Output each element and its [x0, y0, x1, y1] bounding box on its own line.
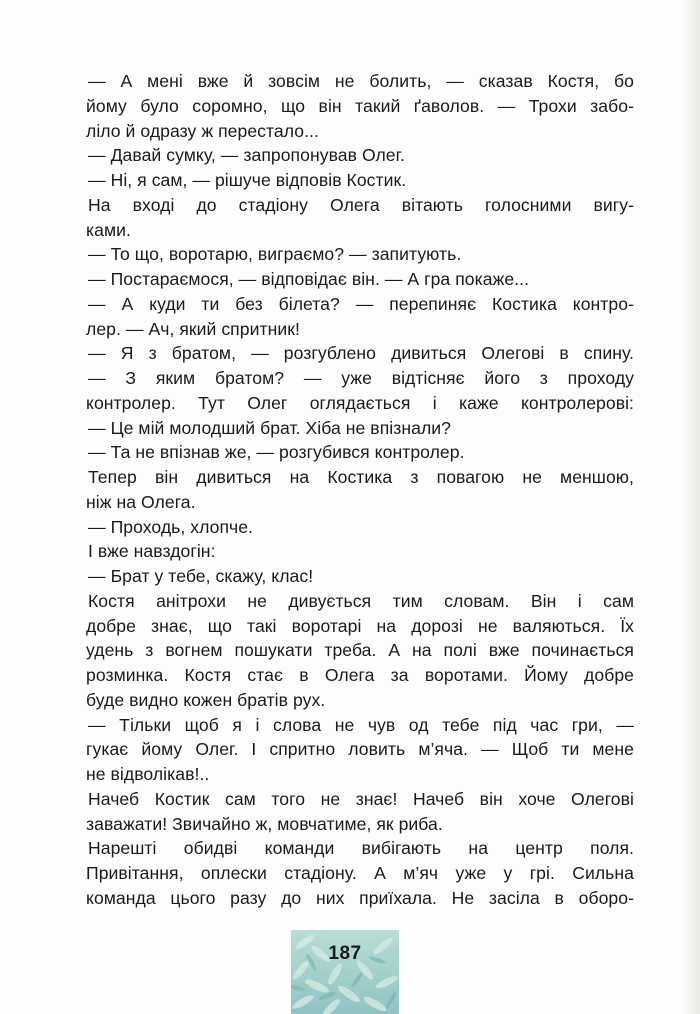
text-line: Начеб Костик сам того не знає! Начеб він хоче Олегові — [88, 788, 634, 809]
text-line: — Це мій молодший брат. Хіба не впізнали? — [88, 417, 451, 438]
text-line: — Постараємося, — відповідає він. — А гра покаже... — [88, 269, 530, 289]
text-line: — Брат у тебе, скажу, клас! — [88, 566, 314, 586]
text-line: гукає йому Олег. І спритно ловить м’яча. — Щоб ти мене — [86, 739, 634, 760]
text-line: Нарешті обидві команди вибігають на центр поля. — [88, 838, 634, 859]
text-line: — З яким братом? — уже відтісняє його з проходу — [88, 368, 634, 388]
text-line: ніж на Олега. — [86, 491, 196, 512]
text-line: лер. — Ач, який спритник! — [86, 318, 300, 339]
text-line: заважати! Звичайно ж, мовчатиме, як риба. — [86, 813, 443, 834]
text-line: — Давай сумку, — запропонував Олег. — [88, 145, 405, 166]
text-line: ками. — [86, 219, 131, 240]
text-line: — Ні, я сам, — рішуче відповів Костик. — [88, 170, 407, 190]
text-line: контролер. Тут Олег оглядається і каже контролерові: — [86, 392, 634, 413]
text-line: — А мені вже й зовсім не болить, — сказав Костя, бо — [88, 71, 634, 91]
text-line: — Та не впізнав же, — розгубився контролер. — [88, 442, 465, 463]
text-line: йому було соромно, що він такий ґаволов. — Трохи забо- — [86, 95, 634, 116]
text-line: Костя анітрохи не дивується тим словам. Він і сам — [88, 590, 634, 611]
page-number: 187 — [328, 943, 362, 964]
text-line: І вже навздогін: — [88, 541, 216, 562]
text-line: ліло й одразу ж перестало... — [86, 120, 319, 141]
text-line: не відволікав!.. — [86, 764, 210, 784]
text-line: — А куди ти без білета? — перепиняє Костика контро- — [88, 293, 634, 314]
page-edge-shadow — [682, 0, 700, 1014]
text-line: — Проходь, хлопче. — [88, 516, 254, 537]
body-text — [86, 69, 634, 911]
text-line: — Я з братом, — розгублено дивиться Олегові в спину. — [88, 343, 634, 364]
text-line: добре знає, що такі воротарі на дорозі не валяються. Їх — [86, 615, 634, 636]
text-line: удень з вогнем пошукати треба. А на полі вже починається — [86, 640, 634, 661]
text-line: На вході до стадіону Олега вітають голосними вигу- — [88, 194, 634, 215]
text-line: Тепер він дивиться на Костика з повагою не меншою, — [88, 467, 634, 487]
text-line: буде видно кожен братів рух. — [86, 689, 326, 710]
text-line: розминка. Костя стає в Олега за воротами. Йому добре — [86, 665, 634, 685]
text-line: — То що, воротарю, виграємо? — запитують. — [88, 244, 462, 265]
text-line: команда цього разу до них приїхала. Не засіла в оборо- — [86, 887, 634, 908]
page-number-badge — [291, 930, 399, 1014]
text-line: — Тільки щоб я і слова не чув од тебе під час гри, — — [88, 714, 634, 735]
text-line: Привітання, оплески стадіону. А м’яч уже у грі. Сильна — [86, 863, 634, 883]
